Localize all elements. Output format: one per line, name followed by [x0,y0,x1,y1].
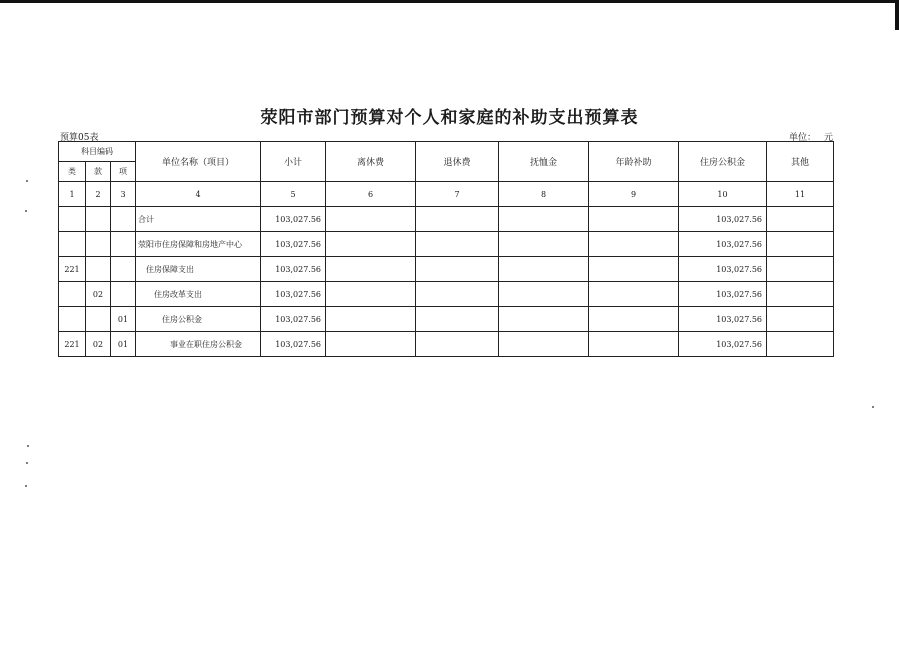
cell-other [767,282,834,307]
cell-pension [499,257,589,282]
cell-kuan: 02 [86,332,111,357]
cell-xiang [111,282,136,307]
cell-retirement-fee [326,332,416,357]
cell-other [767,207,834,232]
cell-retire-fee [416,332,499,357]
cell-kuan [86,207,111,232]
cell-pension [499,282,589,307]
header-xiang: 项 [111,162,136,182]
cell-subtotal: 103,027.56 [261,207,326,232]
cell-lei [59,282,86,307]
table-row [59,332,834,357]
scan-speck [27,445,29,447]
table-row [59,232,834,257]
cell-age-subsidy [589,232,679,257]
cell-xiang: 01 [111,307,136,332]
table-row [59,207,834,232]
cell-kuan [86,307,111,332]
cell-other [767,332,834,357]
table-row [59,307,834,332]
cell-age-subsidy [589,332,679,357]
cell-unit-name: 事业在职住房公积金 [136,332,261,357]
scan-speck [26,462,28,464]
cell-subtotal: 103,027.56 [261,232,326,257]
unit-value: 元 [824,133,834,143]
header-unit-name: 单位名称（项目） [136,142,261,182]
cell-retire-fee [416,307,499,332]
page-title: 荥阳市部门预算对个人和家庭的补助支出预算表 [260,108,639,128]
header-retirement-fee: 离休费 [326,142,416,182]
cell-xiang [111,207,136,232]
cell-housing-fund: 103,027.56 [679,332,767,357]
cell-retire-fee [416,282,499,307]
cell-retirement-fee [326,257,416,282]
header-kuan: 款 [86,162,111,182]
scan-speck [26,180,28,182]
header-row-1 [59,142,834,162]
table-code: 预算05表 [60,133,99,143]
column-index-cell: 3 [111,182,136,207]
cell-retirement-fee [326,282,416,307]
header-housing-fund: 住房公积金 [679,142,767,182]
cell-housing-fund: 103,027.56 [679,207,767,232]
cell-other [767,232,834,257]
header-pension: 抚恤金 [499,142,589,182]
table-row [59,282,834,307]
header-subtotal: 小计 [261,142,326,182]
column-index-cell: 1 [59,182,86,207]
column-index-cell: 7 [416,182,499,207]
scan-speck [25,210,27,212]
cell-retire-fee [416,232,499,257]
scan-speck [872,406,874,408]
cell-lei: 221 [59,332,86,357]
header-retire-fee: 退休费 [416,142,499,182]
cell-kuan [86,232,111,257]
cell-pension [499,332,589,357]
cell-age-subsidy [589,257,679,282]
cell-unit-name: 住房改革支出 [136,282,261,307]
column-index-cell: 6 [326,182,416,207]
cell-pension [499,232,589,257]
column-index-cell: 2 [86,182,111,207]
cell-xiang [111,232,136,257]
cell-subtotal: 103,027.56 [261,332,326,357]
cell-unit-name: 合计 [136,207,261,232]
cell-unit-name: 住房保障支出 [136,257,261,282]
header-subject-code: 科目编码 [59,142,136,162]
cell-unit-name: 住房公积金 [136,307,261,332]
table-row [59,257,834,282]
cell-housing-fund: 103,027.56 [679,282,767,307]
header-other: 其他 [767,142,834,182]
column-index-cell: 8 [499,182,589,207]
cell-subtotal: 103,027.56 [261,257,326,282]
cell-retirement-fee [326,307,416,332]
cell-xiang: 01 [111,332,136,357]
cell-unit-name: 荥阳市住房保障和房地产中心 [136,232,261,257]
cell-pension [499,207,589,232]
cell-age-subsidy [589,307,679,332]
cell-lei [59,307,86,332]
cell-subtotal: 103,027.56 [261,282,326,307]
header-lei: 类 [59,162,86,182]
scan-edge-top [0,0,899,3]
header-age-subsidy: 年龄补助 [589,142,679,182]
cell-age-subsidy [589,282,679,307]
cell-housing-fund: 103,027.56 [679,232,767,257]
cell-lei: 221 [59,257,86,282]
column-index-cell: 11 [767,182,834,207]
cell-housing-fund: 103,027.56 [679,257,767,282]
cell-age-subsidy [589,207,679,232]
cell-other [767,257,834,282]
cell-retire-fee [416,207,499,232]
budget-table [58,141,834,357]
cell-subtotal: 103,027.56 [261,307,326,332]
unit-label-text: 单位： [789,133,817,143]
column-index-cell: 5 [261,182,326,207]
column-index-cell: 10 [679,182,767,207]
column-index-cell: 4 [136,182,261,207]
scan-edge-right [895,0,899,30]
column-index-row [59,182,834,207]
cell-housing-fund: 103,027.56 [679,307,767,332]
scan-speck [25,485,27,487]
cell-pension [499,307,589,332]
cell-lei [59,232,86,257]
cell-retirement-fee [326,232,416,257]
cell-xiang [111,257,136,282]
column-index-cell: 9 [589,182,679,207]
cell-lei [59,207,86,232]
cell-other [767,307,834,332]
cell-retire-fee [416,257,499,282]
cell-retirement-fee [326,207,416,232]
cell-kuan: 02 [86,282,111,307]
cell-kuan [86,257,111,282]
